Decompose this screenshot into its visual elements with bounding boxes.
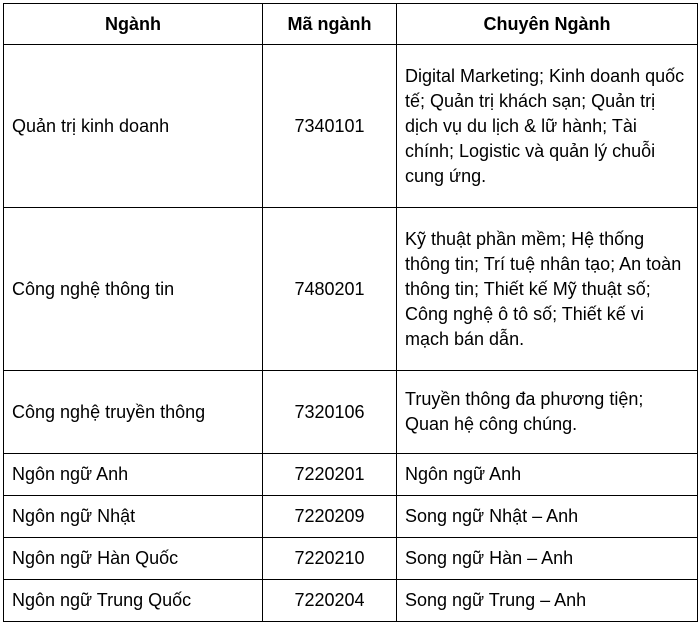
table-row <box>4 371 698 454</box>
header-code: Mã ngành <box>263 4 397 45</box>
code-cell: 7220201 <box>263 454 397 496</box>
table-row <box>4 538 698 580</box>
specializations-cell: Song ngữ Hàn – Anh <box>397 538 698 580</box>
specializations-cell: Kỹ thuật phần mềm; Hệ thống thông tin; Trí tuệ nhân tạo; An toàn thông tin; Thiết kế Mỹ thuật số; Công nghệ ô tô số; Thiết kế vi mạch bán dẫn. <box>397 208 698 371</box>
major-cell: Công nghệ thông tin <box>4 208 263 371</box>
table-row <box>4 454 698 496</box>
major-cell: Ngôn ngữ Anh <box>4 454 263 496</box>
code-cell: 7220204 <box>263 580 397 622</box>
code-cell: 7340101 <box>263 45 397 208</box>
majors-table <box>3 3 698 622</box>
code-cell: 7220210 <box>263 538 397 580</box>
major-cell: Công nghệ truyền thông <box>4 371 263 454</box>
table-header-row <box>4 4 698 45</box>
table-row <box>4 208 698 371</box>
code-cell: 7220209 <box>263 496 397 538</box>
header-major: Ngành <box>4 4 263 45</box>
table-row <box>4 496 698 538</box>
major-cell: Ngôn ngữ Nhật <box>4 496 263 538</box>
specializations-cell: Song ngữ Trung – Anh <box>397 580 698 622</box>
code-cell: 7480201 <box>263 208 397 371</box>
specializations-cell: Song ngữ Nhật – Anh <box>397 496 698 538</box>
major-cell: Ngôn ngữ Hàn Quốc <box>4 538 263 580</box>
major-cell: Ngôn ngữ Trung Quốc <box>4 580 263 622</box>
specializations-cell: Digital Marketing; Kinh doanh quốc tế; Quản trị khách sạn; Quản trị dịch vụ du lịch & lữ hành; Tài chính; Logistic và quản lý chuỗi cung ứng. <box>397 45 698 208</box>
code-cell: 7320106 <box>263 371 397 454</box>
table-row <box>4 580 698 622</box>
header-specializations: Chuyên Ngành <box>397 4 698 45</box>
table-row <box>4 45 698 208</box>
specializations-cell: Ngôn ngữ Anh <box>397 454 698 496</box>
major-cell: Quản trị kinh doanh <box>4 45 263 208</box>
specializations-cell: Truyền thông đa phương tiện; Quan hệ công chúng. <box>397 371 698 454</box>
